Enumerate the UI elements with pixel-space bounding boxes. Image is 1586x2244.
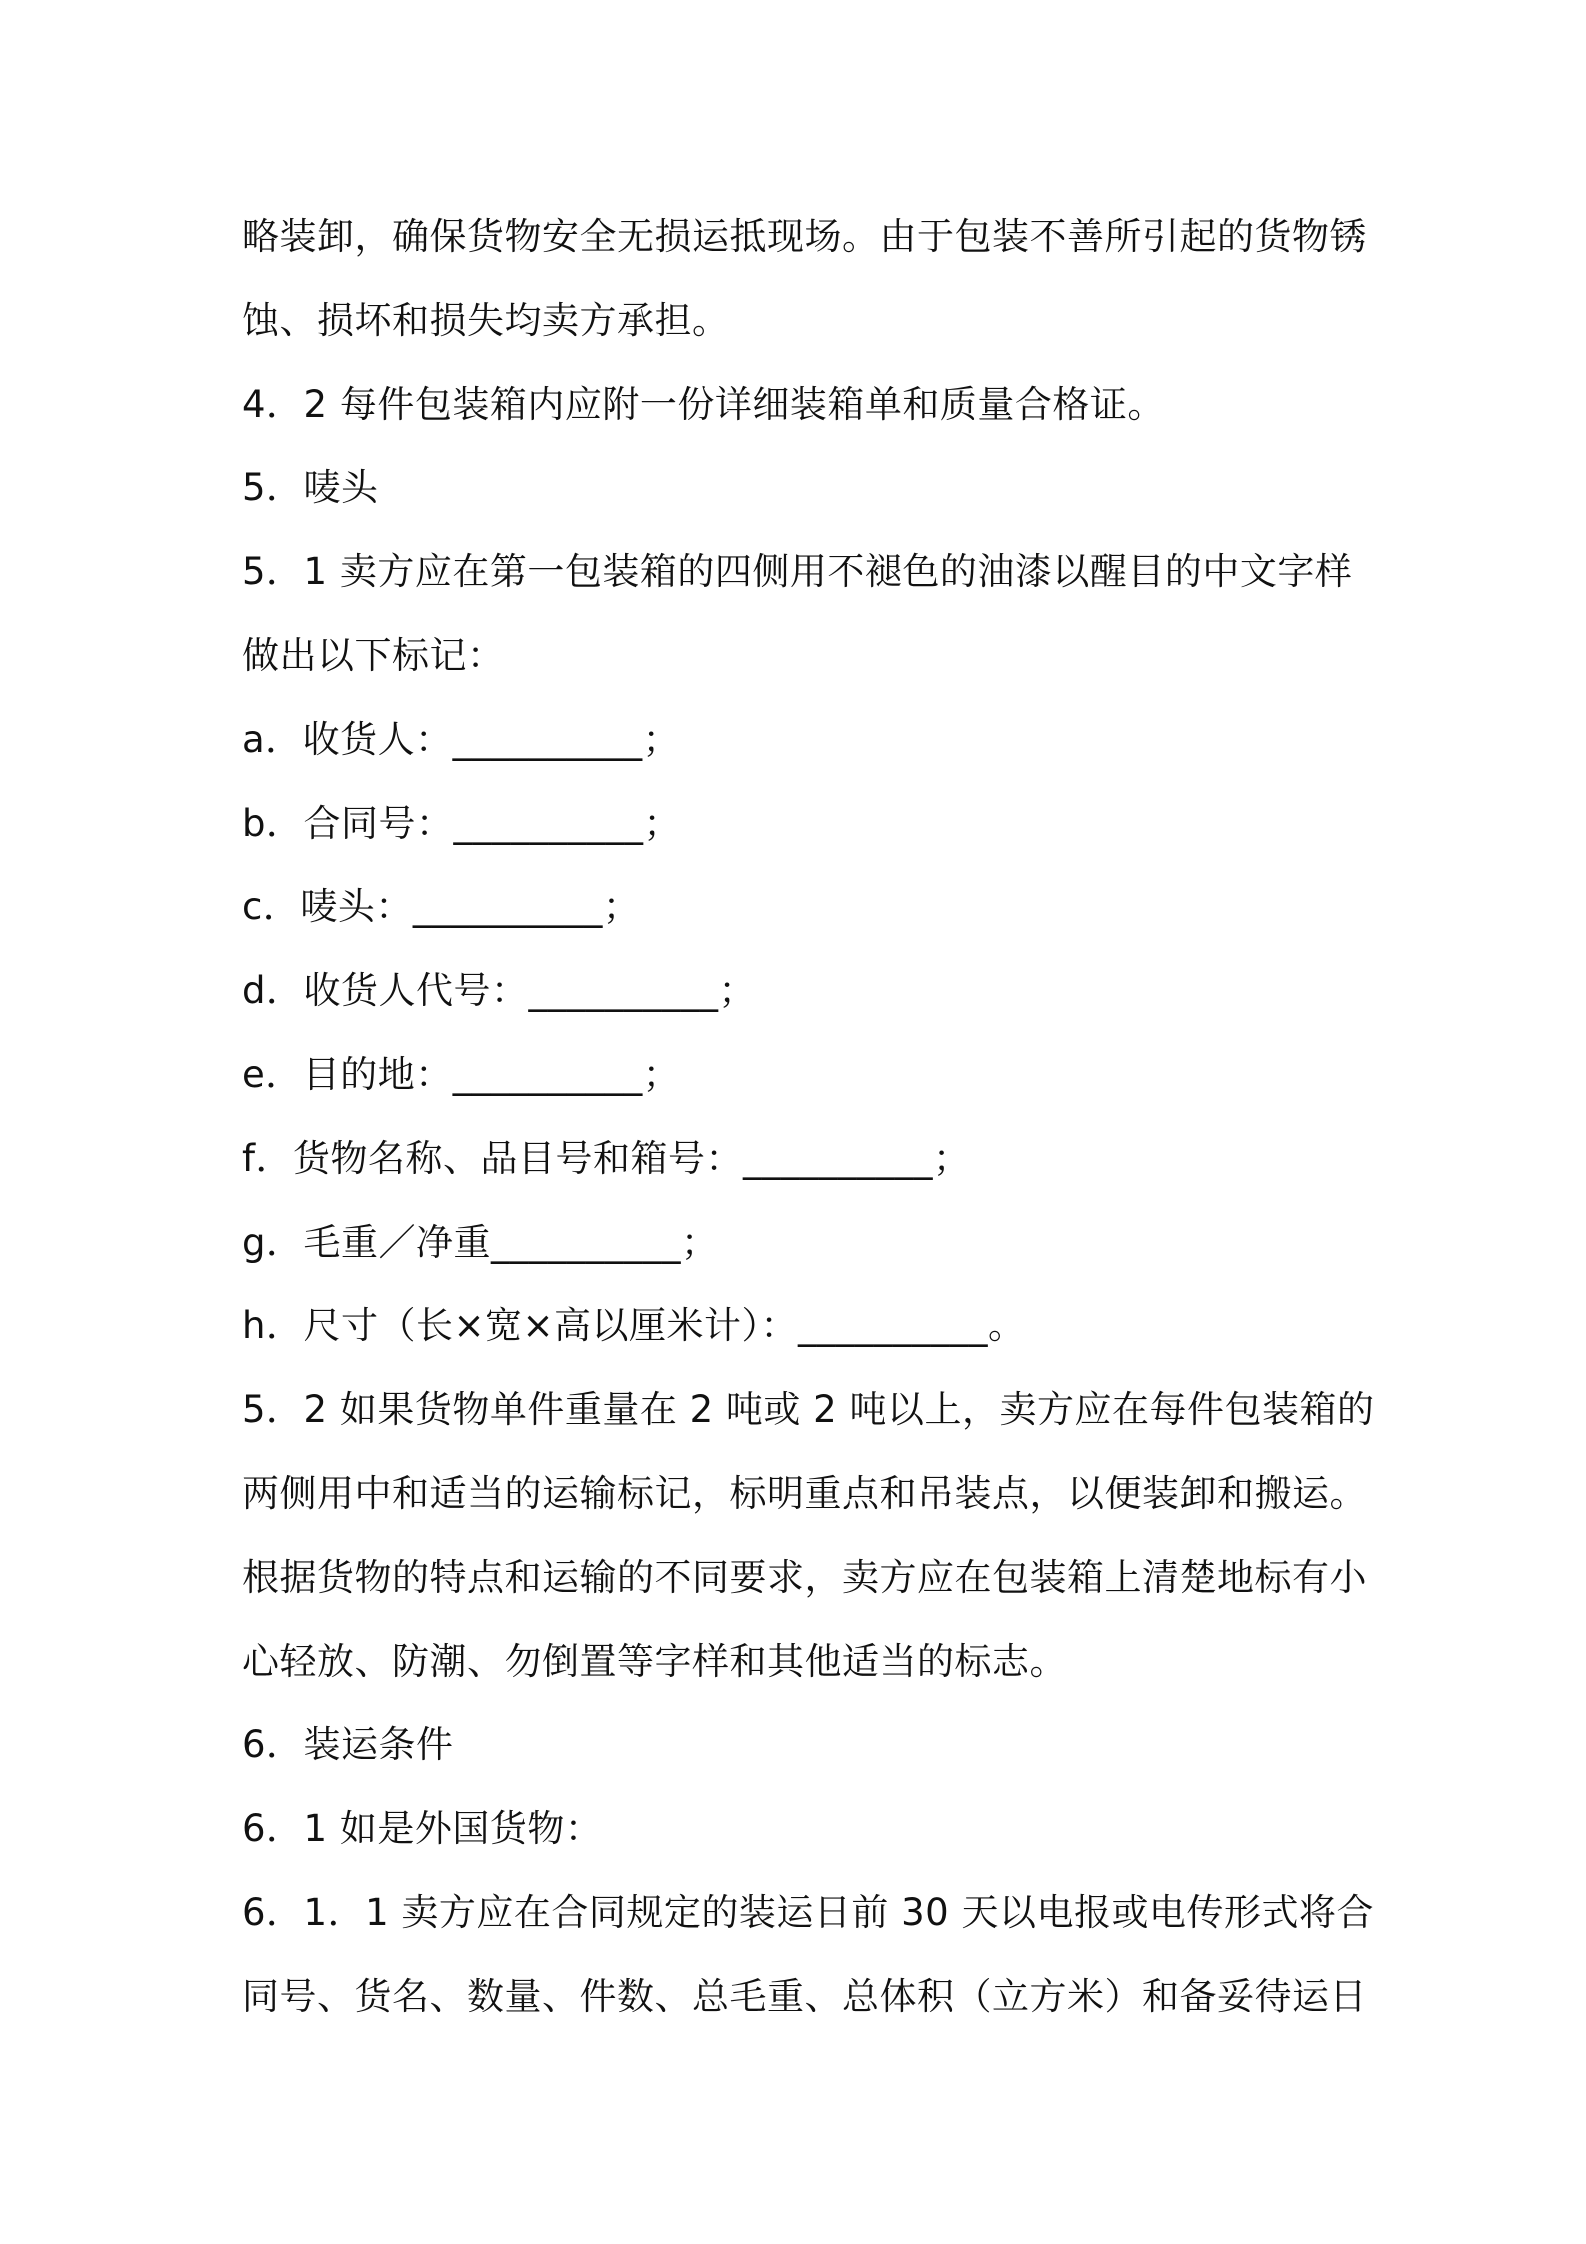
- text-line: 5．1 卖方应在第一包装箱的四侧用不褪色的油漆以醒目的中文字样: [242, 550, 1353, 594]
- section-heading: 5．唛头: [242, 466, 379, 510]
- text-line: 做出以下标记：: [242, 633, 505, 677]
- text-line: 心轻放、防潮、勿倒置等字样和其他适当的标志。: [242, 1639, 1067, 1683]
- list-item: c．唛头：__________；: [242, 885, 641, 929]
- list-item: d．收货人代号：__________；: [242, 969, 756, 1013]
- text-line: 蚀、损坏和损失均卖方承担。: [242, 298, 730, 342]
- text-line: 略装卸，确保货物安全无损运抵现场。由于包装不善所引起的货物锈: [242, 215, 1367, 258]
- list-item: h．尺寸（长×宽×高以厘米计）：__________。: [242, 1304, 1026, 1348]
- text-line: 5．2 如果货物单件重量在 2 吨或 2 吨以上，卖方应在每件包装箱的: [242, 1388, 1375, 1432]
- list-item: a．收货人：__________；: [242, 717, 681, 761]
- list-item: e．目的地：__________；: [242, 1052, 681, 1096]
- list-item: b．合同号：__________；: [242, 801, 681, 845]
- list-item: f．货物名称、品目号和箱号：__________；: [242, 1136, 971, 1180]
- text-line: 4．2 每件包装箱内应附一份详细装箱单和质量合格证。: [242, 382, 1165, 426]
- text-line: 根据货物的特点和运输的不同要求，卖方应在包装箱上清楚地标有小: [242, 1555, 1367, 1599]
- document-body: [242, 195, 1375, 2039]
- text-line: 6．1．1 卖方应在合同规定的装运日前 30 天以电报或电传形式将合: [242, 1890, 1374, 1934]
- list-item: g．毛重／净重__________；: [242, 1220, 719, 1264]
- text-line: 6．1 如是外国货物：: [242, 1807, 603, 1851]
- text-line: 两侧用中和适当的运输标记，标明重点和吊装点，以便装卸和搬运。: [242, 1471, 1367, 1515]
- text-line: 同号、货名、数量、件数、总毛重、总体积（立方米）和备妥待运日: [242, 1974, 1367, 2018]
- section-heading: 6．装运条件: [242, 1723, 454, 1767]
